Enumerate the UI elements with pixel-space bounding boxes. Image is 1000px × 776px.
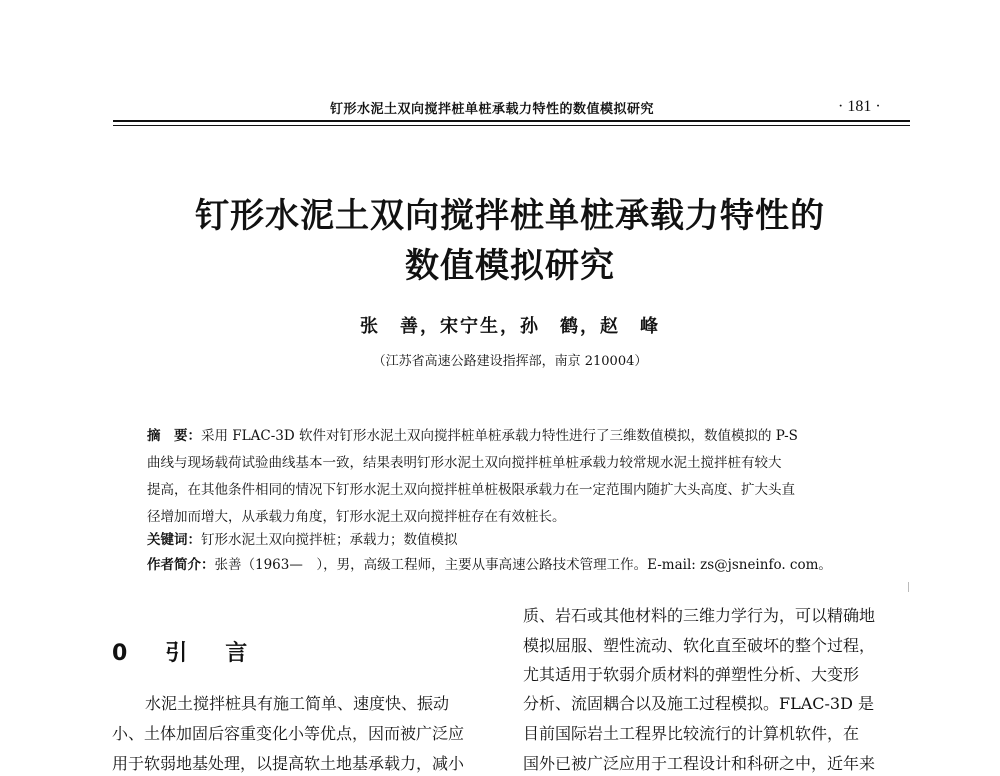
author-bio-text: 张善（1963— ），男，高级工程师，主要从事高速公路技术管理工作。E-mail: zs@jsneinfo. com。 bbox=[214, 557, 832, 573]
right-col-line-5: 目前国际岩土工程界比较流行的计算机软件，在 bbox=[523, 724, 860, 743]
right-col-line-4: 分析、流固耦合以及施工过程模拟。FLAC-3D 是 bbox=[523, 694, 875, 713]
intro-line-2: 小、土体加固后容重变化小等优点，因而被广泛应 bbox=[112, 724, 465, 743]
section-heading-introduction: 0 引 言 bbox=[112, 641, 256, 666]
author-list: 张 善，宋宁生，孙 鹤，赵 峰 bbox=[360, 316, 660, 337]
header-rule-thick bbox=[113, 120, 910, 122]
author-affiliation: （江苏省高速公路建设指挥部，南京 210004） bbox=[372, 354, 648, 369]
right-col-line-1: 质、岩石或其他材料的三维力学行为，可以精确地 bbox=[523, 606, 876, 625]
page-number: · 181 · bbox=[838, 98, 881, 115]
header-rule-thin bbox=[113, 125, 910, 126]
intro-line-3: 用于软弱地基处理，以提高软土地基承载力，减小 bbox=[112, 754, 465, 773]
scan-mark bbox=[908, 582, 909, 592]
abstract-text-1: 采用 FLAC-3D 软件对钉形水泥土双向搅拌桩单桩承载力特性进行了三维数值模拟，数值模拟的 P-S bbox=[201, 428, 798, 444]
keywords-label: 关键词： bbox=[147, 532, 201, 548]
abstract-line-2: 曲线与现场载荷试验曲线基本一致，结果表明钉形水泥土双向搅拌桩单桩承载力较常规水泥土搅拌桩有较大 bbox=[147, 455, 782, 471]
abstract-line-3: 提高，在其他条件相同的情况下钉形水泥土双向搅拌桩单桩极限承载力在一定范围内随扩大头高度、扩大头直 bbox=[147, 482, 795, 498]
paper-title-line-2: 数值模拟研究 bbox=[405, 246, 615, 286]
right-col-line-2: 模拟屈服、塑性流动、软化直至破坏的整个过程， bbox=[523, 636, 876, 655]
keywords-line bbox=[147, 530, 458, 550]
running-header-title: 钉形水泥土双向搅拌桩单桩承载力特性的数值模拟研究 bbox=[330, 102, 655, 117]
intro-line-1: 水泥土搅拌桩具有施工简单、速度快、振动 bbox=[145, 694, 450, 713]
paper-title-line-1: 钉形水泥土双向搅拌桩单桩承载力特性的 bbox=[195, 196, 825, 236]
author-bio-label: 作者简介： bbox=[147, 557, 215, 573]
abstract-line-1 bbox=[147, 426, 798, 446]
keywords-text: 钉形水泥土双向搅拌桩；承载力；数值模拟 bbox=[201, 532, 458, 548]
right-col-line-3: 尤其适用于软弱介质材料的弹塑性分析、大变形 bbox=[523, 665, 860, 684]
abstract-label: 摘 要： bbox=[147, 428, 201, 444]
author-bio-line bbox=[147, 555, 832, 575]
abstract-line-4: 径增加而增大，从承载力角度，钉形水泥土双向搅拌桩存在有效桩长。 bbox=[147, 509, 566, 525]
right-col-line-6: 国外已被广泛应用于工程设计和科研之中，近年来 bbox=[523, 754, 876, 773]
